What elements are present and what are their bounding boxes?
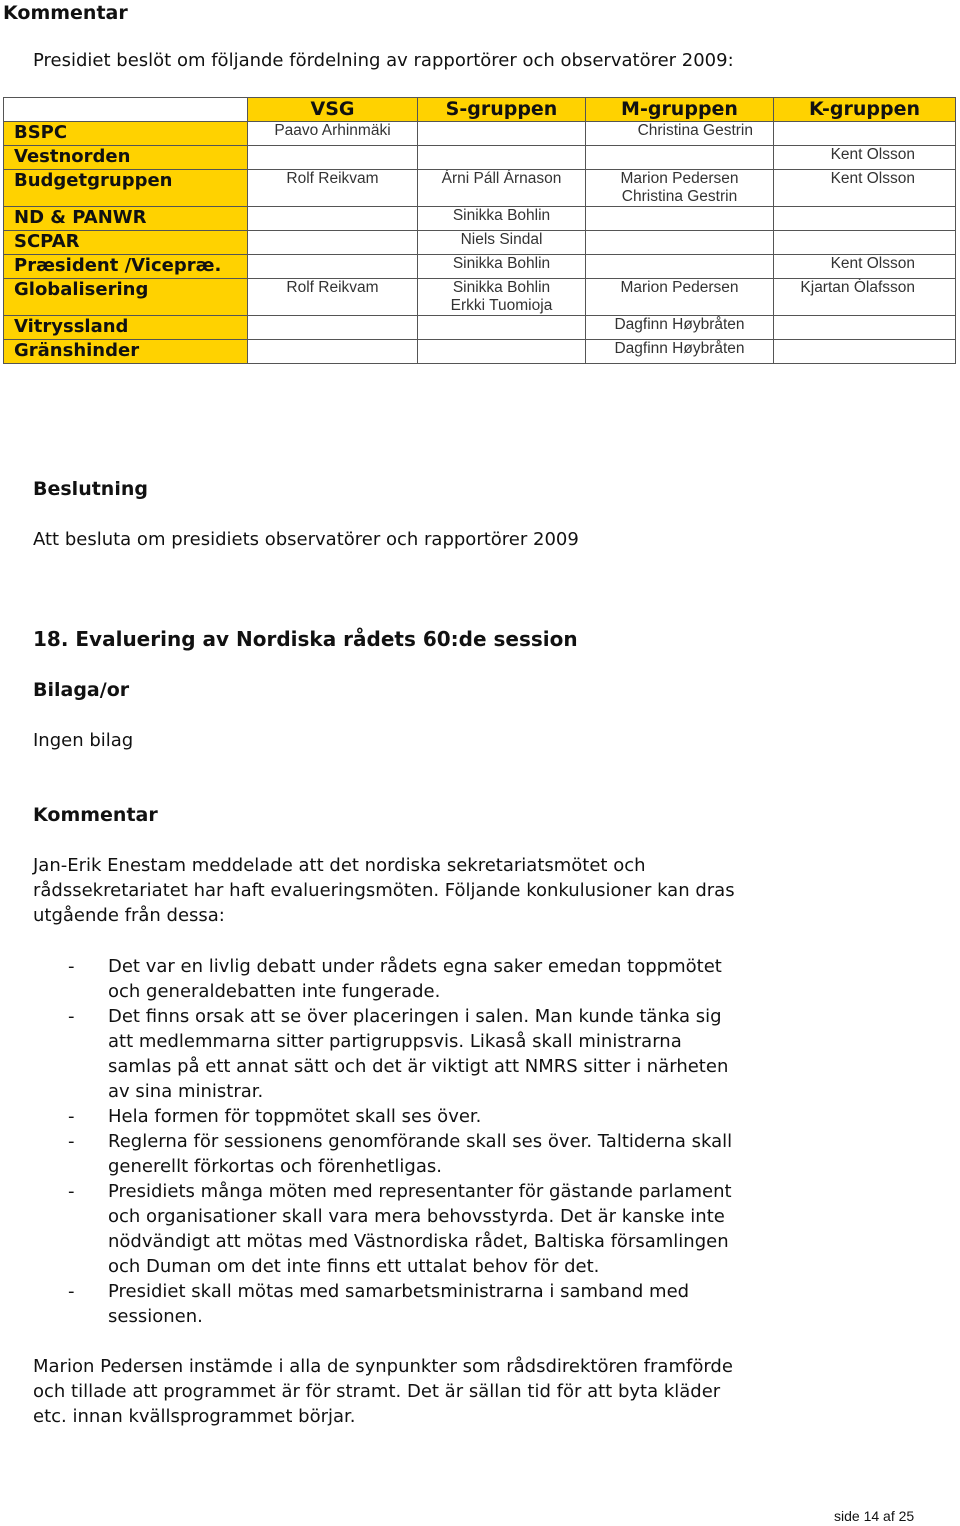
table-cell [418,255,586,279]
cell-name: Sinikka Bohlin [452,207,551,224]
table-cell [418,279,586,316]
column-header: K-gruppen [774,98,956,122]
paragraph-line: och tillade att programmet är för stramt. Det är sällan tid för att byta kläder [33,1381,721,1402]
table-cell [418,146,586,170]
cell-name: Paavo Arhinmäki [274,122,391,139]
dash-bullet-icon: - [68,956,75,977]
cell-name: Árni Páll Árnason [441,170,562,187]
table-cell [586,316,774,340]
list-item-line: Det var en livlig debatt under rådets egna saker emedan toppmötet [108,956,722,977]
list-item-line: av sina ministrar. [108,1081,264,1102]
cell-name: Erkki Tuomioja [450,297,553,314]
column-header: VSG [248,98,418,122]
table-cell [586,231,774,255]
list-item-line: och Duman om det inte finns ett uttalat behov för det. [108,1256,600,1277]
list-item-line: sessionen. [108,1306,203,1327]
cell-name: Marion Pedersen [620,279,739,296]
row-label: Budgetgruppen [4,170,248,207]
table-cell [586,146,774,170]
list-item-line: Presidiet skall mötas med samarbetsministrarna i samband med [108,1281,690,1302]
list-item-line: att medlemmarna sitter partigruppsvis. Likaså skall ministrarna [108,1031,682,1052]
dash-bullet-icon: - [68,1281,75,1302]
table-cell [774,279,956,316]
table-row [4,122,956,146]
list-item-line: och organisationer skall vara mera behovsstyrda. Det är kanske inte [108,1206,725,1227]
table-cell [586,207,774,231]
cell-name: Marion Pedersen [620,170,739,187]
table-row [4,207,956,231]
list-item [33,954,732,1004]
row-label: Vestnorden [4,146,248,170]
row-label: Globalisering [4,279,248,316]
table-cell [248,146,418,170]
cell-name: Kent Olsson [830,170,915,187]
dash-bullet-icon: - [68,1106,75,1127]
table-cell [248,255,418,279]
cell-name: Dagfinn Høybråten [614,340,745,357]
conclusion-list [33,954,732,1329]
table-cell [248,170,418,207]
row-label: BSPC [4,122,248,146]
paragraph-line: Marion Pedersen instämde i alla de synpunkter som rådsdirektören framförde [33,1356,733,1377]
beslutning-text: Att besluta om presidiets observatörer och rapportörer 2009 [33,529,579,550]
table-cell [418,170,586,207]
cell-name: Niels Sindal [460,231,543,248]
table-cell [418,122,586,146]
table-cell [248,279,418,316]
table-body [4,122,956,364]
table-cell [774,207,956,231]
row-label: SCPAR [4,231,248,255]
row-label: Gränshinder [4,340,248,364]
list-item [33,1004,732,1104]
table-cell [774,146,956,170]
paragraph-line: Jan-Erik Enestam meddelade att det nordiska sekretariatsmötet och [33,855,646,876]
list-item-line: Hela formen för toppmötet skall ses över. [108,1106,482,1127]
table-cell [248,122,418,146]
row-label: Vitryssland [4,316,248,340]
kommentar-paragraph [33,853,735,928]
table-cell [774,316,956,340]
paragraph-line: rådssekretariatet har haft evalueringsmöten. Följande konkulusioner kan dras [33,880,735,901]
dash-bullet-icon: - [68,1181,75,1202]
table-row [4,340,956,364]
list-item [33,1104,732,1129]
table-cell [586,122,774,146]
list-item [33,1179,732,1279]
table-cell [418,316,586,340]
cell-name: Christina Gestrin [621,188,738,205]
table-cell [586,279,774,316]
cell-name: Rolf Reikvam [286,170,379,187]
table-corner [4,98,248,122]
table-cell [586,340,774,364]
bilaga-text: Ingen bilag [33,730,134,751]
table-cell [774,255,956,279]
table-cell [774,231,956,255]
table-row [4,170,956,207]
kommentar-heading-2: Kommentar [33,804,158,826]
intro-text: Presidiet beslöt om följande fördelning av rapportörer och observatörer 2009: [33,50,734,71]
table-cell [418,340,586,364]
list-item-line: Det finns orsak att se över placeringen i salen. Man kunde tänka sig [108,1006,722,1027]
page-number: side 14 af 25 [834,1508,915,1524]
kommentar-heading-1: Kommentar [3,2,128,24]
table-cell [418,207,586,231]
table-header-row [4,98,956,122]
list-item [33,1279,732,1329]
list-item-line: Presidiets många möten med representanter för gästande parlament [108,1181,732,1202]
table-cell [586,255,774,279]
cell-name: Kent Olsson [830,146,915,163]
table-cell [418,231,586,255]
beslutning-heading: Beslutning [33,478,148,500]
table-row [4,316,956,340]
table-cell [586,170,774,207]
table-cell [248,316,418,340]
dash-bullet-icon: - [68,1131,75,1152]
bilaga-heading: Bilaga/or [33,679,130,701]
cell-name: Kent Olsson [830,255,915,272]
table-cell [774,122,956,146]
table-row [4,146,956,170]
cell-name: Rolf Reikvam [286,279,379,296]
table-row [4,279,956,316]
rapportor-table [3,97,956,364]
table-row [4,255,956,279]
cell-name: Kjartan Ólafsson [800,279,915,296]
column-header: M-gruppen [586,98,774,122]
list-item-line: och generaldebatten inte fungerade. [108,981,441,1002]
list-item [33,1129,732,1179]
row-label: Præsident /Vicepræ. [4,255,248,279]
table-row [4,231,956,255]
row-label: ND & PANWR [4,207,248,231]
table-cell [774,340,956,364]
dash-bullet-icon: - [68,1006,75,1027]
cell-name: Sinikka Bohlin [452,279,551,296]
cell-name: Sinikka Bohlin [452,255,551,272]
list-item-line: samlas på ett annat sätt och det är viktigt att NMRS sitter i närheten [108,1056,729,1077]
table-cell [248,231,418,255]
closing-paragraph [33,1354,733,1429]
column-header: S-gruppen [418,98,586,122]
cell-name: Dagfinn Høybråten [614,316,745,333]
cell-name: Christina Gestrin [637,122,753,139]
table-cell [248,340,418,364]
table-cell [248,207,418,231]
table-cell [774,170,956,207]
list-item-line: generellt förkortas och förenhetligas. [108,1156,442,1177]
paragraph-line: etc. innan kvällsprogrammet börjar. [33,1406,356,1427]
list-item-line: nödvändigt att mötas med Västnordiska rådet, Baltiska församlingen [108,1231,729,1252]
item-18-title: 18. Evaluering av Nordiska rådets 60:de session [33,627,578,651]
paragraph-line: utgående från dessa: [33,905,225,926]
list-item-line: Reglerna för sessionens genomförande skall ses över. Taltiderna skall [108,1131,733,1152]
